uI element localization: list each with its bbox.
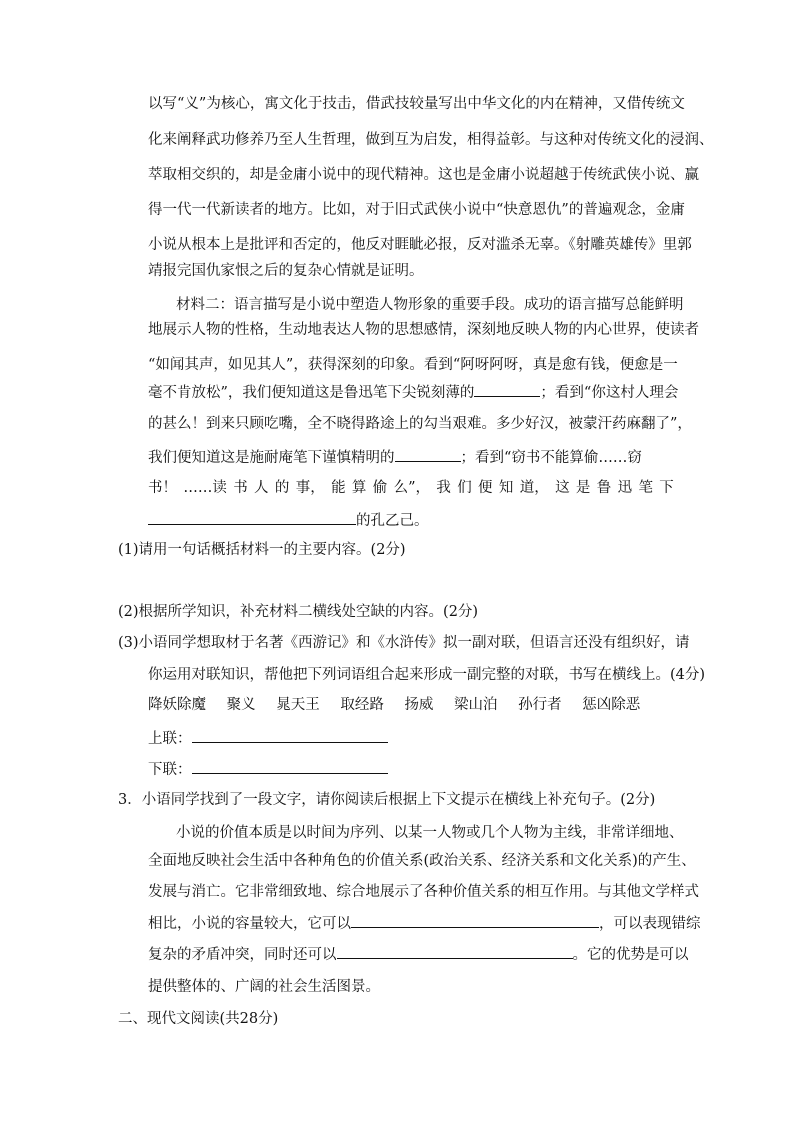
question-three-line-5 [148,944,689,965]
question-1: (1)请用一句话概括材料一的主要内容。(2分) [118,542,406,558]
material2-line-7 [148,478,674,498]
word-item: 孙行者 [518,697,562,713]
spread-char: 我 [436,480,451,496]
spread-char: 知 [498,480,514,496]
spread-char: 这 [555,480,570,496]
question-three-title: 3．小语同学找到了一段文字，请你阅读后根据上下文提示在横线上补充句子。(2分) [118,792,656,808]
word-item: 取经路 [340,697,384,713]
spread-char: 迅 [617,480,633,496]
material2-line-4-text-b: ；看到“你这村人理会 [540,385,679,401]
blank-line-4[interactable] [351,913,599,928]
material2-line-4-text-a: 毫不肯放松”，我们便知道这是鲁迅笔下尖锐刻薄的 [148,385,475,401]
material2-line-8 [148,510,429,531]
word-item: 聚义 [226,697,256,713]
upper-couplet-line [148,728,388,749]
material1-line-2: 化来阐释武功修养乃至人生哲理，做到互为启发，相得益彰。与这种对传统文化的浸润、 [148,132,714,148]
material2-line-6-text-a: 我们便知道这是施耐庵笔下谨慎精明的 [148,450,395,466]
material1-line-1: 以写“义”为核心，寓文化于技击，借武技较量写出中华文化的内在精神，又借传统文 [148,96,685,112]
word-item: 晁天王 [276,697,320,713]
upper-couplet-blank[interactable] [192,728,388,743]
spread-char: 算 [351,480,367,496]
word-item: 惩凶除恶 [582,697,641,713]
word-list [148,695,656,715]
material2-line-3: “如闻其声，如见其人”，获得深刻的印象。看到“阿呀阿呀，真是愈有钱，便愈是一 [148,357,678,373]
lower-couplet-blank[interactable] [192,759,388,774]
spread-char: 下 [659,480,674,496]
lower-couplet-label: 下联： [148,762,192,778]
question-three-line-4-text-a: 相比，小说的容量较大，它可以 [148,916,351,932]
spread-char: 能 [331,480,346,496]
spread-char: 笔 [638,480,653,496]
question-three-line-5-text-a: 复杂的矛盾冲突，同时还可以 [148,947,337,963]
material2-line-5: 的甚么！到来只顾吃嘴，全不晓得路途上的勾当艰难。多少好汉，被蒙汗药麻翻了”， [148,416,692,432]
spread-char: 么”， [393,480,431,496]
blank-line-3[interactable] [148,510,356,525]
word-item: 梁山泊 [454,697,498,713]
material2-line-1: 材料二：语言描写是小说中塑造人物形象的重要手段。成功的语言描写总能鲜明 [176,297,684,313]
question-three-line-4-text-b: ，可以表现错综 [599,916,701,932]
lower-couplet-line [148,759,388,780]
question-three-line-3: 发展与消亡。它非常细致地、综合地展示了各种价值关系的相互作用。与其他文学样式 [148,884,699,900]
question-3-line-1: (3)小语同学想取材于名著《西游记》和《水浒传》拟一副对联，但语言还没有组织好，请 [118,635,690,651]
blank-line-5[interactable] [337,944,573,959]
word-item: 扬威 [404,697,434,713]
spread-char: 道， [519,480,549,496]
spread-char: 便 [478,480,493,496]
word-item: 降妖除魔 [148,697,206,713]
question-3-line-2: 你运用对联知识，帮他把下列词语组合起来形成一副完整的对联，书写在横线上。(4分) [148,667,706,683]
question-three-line-6: 提供整体的、广阔的社会生活图景。 [148,979,380,995]
question-three-line-4 [148,913,701,934]
spread-char: 书 [233,480,248,496]
upper-couplet-label: 上联： [148,731,192,747]
material1-line-3: 萃取相交织的，却是金庸小说中的现代精神。这也是金庸小说超越于传统武侠小说、赢 [148,167,699,183]
material2-line-8-text: 的孔乙己。 [356,513,429,529]
blank-line-2[interactable] [395,447,461,462]
spread-char: 们 [457,480,472,496]
section-heading: 二、现代文阅读(共28分) [118,1011,279,1027]
spread-char: 事， [295,480,325,496]
material1-line-5: 小说从根本上是批评和否定的，他反对睚眦必报，反对滥杀无辜。《射雕英雄传》里郭 [148,237,692,253]
spread-char: 的 [274,480,290,496]
spread-char: 偷 [372,480,388,496]
blank-line-1[interactable] [474,382,540,397]
material2-line-6 [148,447,642,468]
material1-line-4: 得一代一代新读者的地方。比如，对于旧式武侠小说中“快意恩仇”的普遍观念，金庸 [148,202,685,218]
material2-line-6-text-b: ；看到“窃书不能算偷……窃 [460,450,642,466]
material2-line-2: 地展示人物的性格，生动地表达人物的思想感情，深刻地反映人物的内心世界，使读者 [148,322,699,338]
spread-char: 是 [575,480,591,496]
question-2: (2)根据所学知识，补充材料二横线处空缺的内容。(2分) [118,604,479,620]
material2-line-4 [148,382,678,403]
question-three-line-5-text-b: 。它的优势是可以 [572,947,689,963]
spread-char: 鲁 [596,480,612,496]
material1-line-6: 靖报完国仇家恨之后的复杂心情就是证明。 [148,263,424,279]
question-three-line-2: 全面地反映社会生活中各种角色的价值关系(政治关系、经济关系和文化关系)的产生、 [148,853,696,869]
spread-char: 书！ [148,480,177,496]
spread-char: 人 [254,480,269,496]
spread-char: ……读 [183,480,227,496]
question-three-line-1: 小说的价值本质是以时间为序列、以某一人物或几个人物为主线，非常详细地、 [176,825,684,841]
